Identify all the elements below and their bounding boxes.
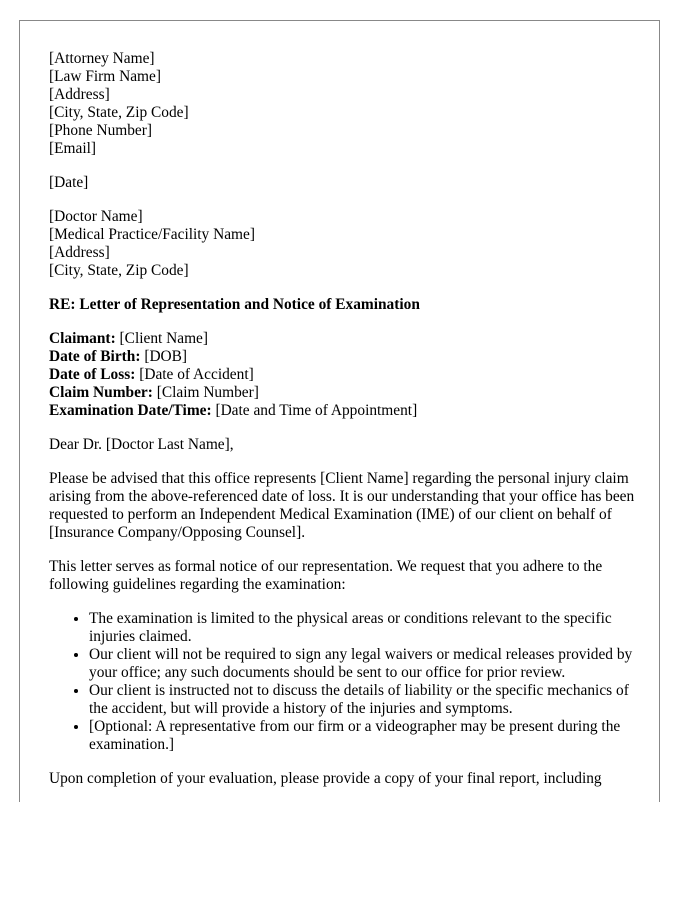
guideline-item: • Our client will not be required to sign any legal waivers or medical releases provided by your office; any such documents should be sent to our office for prior review. [89,646,639,682]
recipient-city-state-zip: [City, State, Zip Code] [49,262,189,279]
paragraph-notice [49,558,639,594]
guideline-item: • Our client is instructed not to discuss the details of liability or the specific mechanics of the accident, but will provide a history of the injuries and symptoms. [89,682,639,718]
detail-claimant [49,330,639,348]
detail-date-of-birth [49,348,639,366]
letter-body [49,50,639,802]
paragraph-report-request [49,770,639,788]
detail-label: Date of Loss: [49,366,136,383]
detail-date-of-loss [49,366,639,384]
detail-label: Date of Birth: [49,348,141,365]
detail-label: Claim Number: [49,384,153,401]
detail-claim-number [49,384,639,402]
letter-date: [Date] [49,174,89,191]
sender-firm: [Law Firm Name] [49,68,161,85]
date-block [49,174,639,192]
paragraph-text: Please be advised that this office represents [Client Name] regarding the personal injury claim arising from the above-referenced date of loss. It is our understanding that your office has been requested to perform an Independent Medical Examination (IME) of our client on behalf of [Insurance Company/Opposing Counsel]. [49,470,635,541]
guideline-item: • The examination is limited to the physical areas or conditions relevant to the specific injuries claimed. [89,610,639,646]
detail-exam-date-time [49,402,639,420]
paragraph-text: This letter serves as formal notice of our representation. We request that you adhere to the following guidelines regarding the examination: [49,558,603,593]
details-block [49,330,639,420]
detail-value: [Date of Accident] [135,366,254,383]
detail-value: [DOB] [140,348,188,365]
recipient-block [49,208,639,280]
sender-phone: [Phone Number] [49,122,153,139]
detail-value: [Client Name] [115,330,209,347]
paragraph-text: Upon completion of your evaluation, please provide a copy of your final report, including [49,770,602,787]
salutation: Dear Dr. [Doctor Last Name], [49,436,234,453]
recipient-name: [Doctor Name] [49,208,143,225]
salutation-block [49,436,639,454]
detail-value: [Claim Number] [152,384,259,401]
sender-email: [Email] [49,140,97,157]
sender-city-state-zip: [City, State, Zip Code] [49,104,189,121]
detail-value: [Date and Time of Appointment] [211,402,418,419]
sender-block [49,50,639,158]
sender-name: [Attorney Name] [49,50,155,67]
detail-label: Examination Date/Time: [49,402,212,419]
paragraph-representation [49,470,639,542]
guideline-item: • [Optional: A representative from our firm or a videographer may be present during the examination.] [89,718,639,754]
subject-block [49,296,639,314]
recipient-practice: [Medical Practice/Facility Name] [49,226,255,243]
detail-label: Claimant: [49,330,116,347]
recipient-address: [Address] [49,244,110,261]
sender-address: [Address] [49,86,110,103]
letter-page [19,20,660,802]
guidelines-list [49,610,639,754]
subject-line: RE: Letter of Representation and Notice of Examination [49,296,420,313]
